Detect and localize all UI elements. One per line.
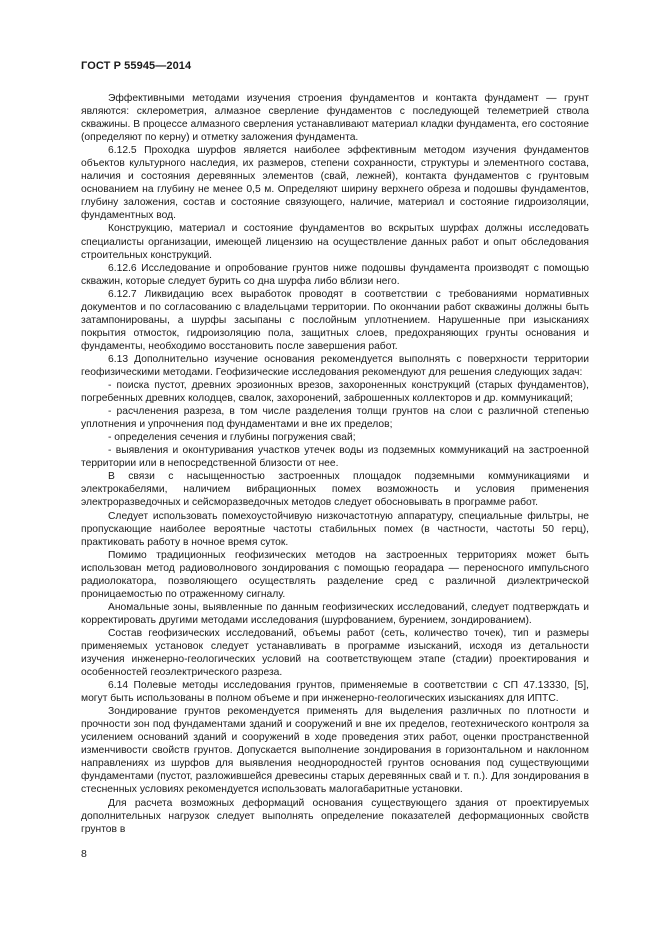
list-item: - поиска пустот, древних эрозионных врезов, захороненных конструкций (старых фундаментов), погребенных древних колодцев, свалок, захоронений, заброшенных коллекторов и др. коммуникаций;: [81, 380, 589, 405]
paragraph: Следует использовать помехоустойчивую низкочастотную аппаратуру, специальные фильтры, не пропускающие наиболее вероятные частоты стабильных помех (в частности, частоты 50 герц), практиковать работу в ночное время суток.: [81, 510, 589, 548]
paragraph: Состав геофизических исследований, объемы работ (сеть, количество точек), тип и размеры применяемых установок следует устанавливать в программе изысканий, исходя из детальности изучения инженерно-геологических условий на соответствующем этапе (стадии) проектирования и особенностей геоэлектрического разреза.: [81, 627, 589, 679]
paragraph: Помимо традиционных геофизических методов на застроенных территориях может быть использован метод радиоволнового зондирования с помощью георадара — переносного импульсного радиолокатора, позволяющего осуществлять разделение сред с различной диэлектрической проницаемостью по отраженному сигналу.: [81, 549, 589, 600]
paragraph: 6.12.6 Исследование и опробование грунтов ниже подошвы фундамента производят с помощью скважин, которые следует бурить со дна шурфа либо вблизи него.: [81, 262, 589, 287]
paragraph: Аномальные зоны, выявленные по данным геофизических исследований, следует подтверждать и корректировать другими методами исследования (шурфованием, бурением, зондированием).: [81, 601, 589, 626]
paragraph: 6.13 Дополнительно изучение основания рекомендуется выполнять с поверхности территории геофизическими методами. Геофизические исследования рекомендуют для решения следующих задач:: [81, 353, 589, 378]
paragraph: 6.12.5 Проходка шурфов является наиболее эффективным методом изучения фундаментов объектов культурного наследия, их размеров, степени сохранности, структуры и элементного состава, наличия и состояния деревянных элементов (свай, лежней), контакта фундаментов с грунтовым основанием на глубину не менее 0,5 м. Определяют ширину верхнего обреза и подошвы фундаментов, глубину заложения, состав и состояние связующего, наличие, материал и состояние гидроизоляции, фундаментных вод.: [81, 145, 589, 222]
paragraph: Конструкцию, материал и состояние фундаментов во вскрытых шурфах должны исследовать специалисты организации, имеющей лицензию на осуществление данных работ и опыт обследования строительных конструкций.: [81, 223, 589, 261]
paragraph: Зондирование грунтов рекомендуется применять для выделения различных по плотности и прочности зон под фундаментами зданий и сооружений и вне их пределов, геотехнического контроля за усилением оснований зданий и сооружений в ходе проведения этих работ, оценки пространственной изменчивости свойств грунтов. Допускается выполнение зондирования в горизонтальном и наклонном направлениях из шурфов для выявления неоднородностей грунтов основания под существующими фундаментами (пустот, разложившейся древесины старых деревянных свай и т. п.). Для зондирования в стесненных условиях рекомендуется использовать малогабаритные установки.: [81, 706, 589, 796]
paragraph: 6.12.7 Ликвидацию всех выработок проводят в соответствии с требованиями нормативных документов и по согласованию с владельцами территории. По окончании работ скважины должны быть затампонированы, а шурфы засыпаны с послойным уплотнением. Нарушенные при изысканиях покрытия отмосток, гидроизоляцию пола, защитных слоев, предохраняющих грунты основания и фундаменты, необходимо восстановить после завершения работ.: [81, 288, 589, 352]
list-item: - расчленения разреза, в том числе разделения толщи грунтов на слои с различной степенью уплотнения и упрочнения под фундаментами и вне их пределов;: [81, 406, 589, 431]
document-body: [81, 92, 589, 836]
paragraph: Для расчета возможных деформаций основания существующего здания от проектируемых дополнительных нагрузок следует выполнять определение показателей деформационных свойств грунтов в: [81, 797, 589, 835]
paragraph: В связи с насыщенностью застроенных площадок подземными коммуникациями и электрокабелями, наличием вибрационных помех возможность и условия применения электроразведочных и сейсморазведочных методов следует обосновывать в программе работ.: [81, 471, 589, 509]
document-header: ГОСТ Р 55945—2014: [81, 60, 192, 72]
list-item: - выявления и оконтуривания участков утечек воды из подземных коммуникаций на застроенной территории или в непосредственной близости от нее.: [81, 445, 589, 470]
paragraph: Эффективными методами изучения строения фундаментов и контакта фундамент — грунт являются: склерометрия, алмазное сверление фундаментов с последующей телеметрией ствола скважины. В процессе алмазного сверления устанавливают материал кладки фундамента, его состояние (определяют по керну) и отметку заложения фундамента.: [81, 93, 589, 144]
paragraph: 6.14 Полевые методы исследования грунтов, применяемые в соответствии с СП 47.13330, [5], могут быть использованы в полном объеме и при инженерно-геологических изысканиях для ИПТС.: [81, 680, 589, 705]
list-item: - определения сечения и глубины погружения свай;: [108, 432, 356, 444]
page-number: 8: [81, 848, 87, 860]
